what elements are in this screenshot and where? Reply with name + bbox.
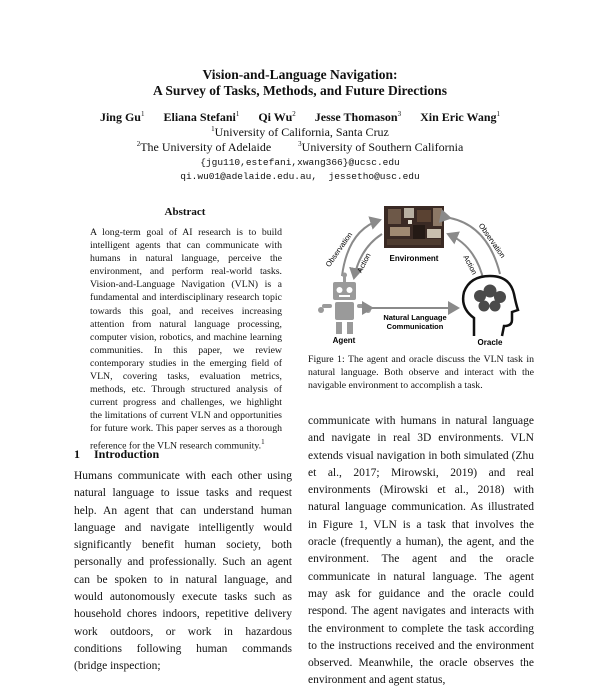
environment-label: Environment [389,254,439,263]
observation-label-left: Observation [323,230,355,269]
paper-title-line1: Vision-and-Language Navigation: [202,67,398,82]
communication-label-line2: Communication [386,322,444,331]
email-line2: qi.wu01@adelaide.edu.au, jessetho@usc.edu [180,171,420,182]
abstract-heading: Abstract [164,206,206,218]
author: Jing Gu$^1$ [99,110,145,124]
robot-agent-icon [318,273,371,335]
author: Eliana Stefani$^1$ [163,110,240,124]
agent-label: Agent [332,336,356,345]
author: Jesse Thomason$^3$ [314,110,402,124]
abstract-text: A long-term goal of AI research is to build intelligent agents that can communicate with humans in natural language, perceive the environment, and perform real-world tasks. Vision-and-Language Navigation (VLN) is a fundamental and interdisciplinary research topic towards this goal, and receives increasing attention from natural language processing, computer vision, robotics, and machine learning communities. In this paper, we review contemporary studies in the emerging field of VLN, covering tasks, evaluation metrics, methods, etc. Through structured analysis of current progress and challenges, we highlight the limitations of current VLN and opportunities for future work. This paper serves as a thorough reference for the VLN research community.$^1$ [90,227,282,451]
communication-label-line1: Natural Language [383,313,447,322]
action-label-left: Action [354,251,373,275]
right-column-text: communicate with humans in natural language and navigate in real 3D environments. VLN extends visual navigation in both simulated (Zhu et al., 2017; Mirowski, 2019) and real environments (Mirowski et al., 2018) with natural language communication. As illustrated in Figure 1, VLN is a task that involves the oracle (frequently a human), the agent, and the environment. The agent and the oracle communicate in natural language. The agent may ask for guidance and the oracle could respond. The agent navigates and interacts with the environment to complete the task according to the instructions received and the environment observed. Meanwhile, the oracle observes the environment and agent status, [308,415,534,687]
section-heading: 1 Introduction [74,447,160,461]
paper-title-line2: A Survey of Tasks, Methods, and Future Directions [153,83,447,98]
email-line1: {jgu110,estefani,xwang366}@ucsc.edu [200,157,400,168]
author: Qi Wu$^2$ [258,110,296,124]
observation-label-right: Observation [476,221,508,260]
oracle-head-icon [463,276,518,336]
author: Xin Eric Wang$^1$ [420,110,501,124]
action-label-right: Action [461,253,480,277]
affiliation-line1: $^1$University of California, Santa Cruz [211,125,389,139]
intro-text: Humans communicate with each other using natural language to issue tasks and request help. An agent that can understand human language and navigate intelligently would significantly benefit human society, both personally and professionally. Such an agent can be spoken to in natural language, and would autonomously execute tasks such as household chores indoors, repetitive delivery work outdoors, or work in hazardous conditions following human commands (bridge inspection; [74,470,292,673]
figure-caption: Figure 1: The agent and oracle discuss the VLN task in natural language. Both observe and interact with the navigable environment to accomplish a task. [308,354,534,392]
oracle-label: Oracle [477,338,503,347]
environment-image [384,206,444,248]
affiliation-line2: $^2$The University of Adelaide $^3$University of Southern California [136,140,464,154]
figure-vln-diagram [308,196,534,348]
author-list [0,110,600,125]
